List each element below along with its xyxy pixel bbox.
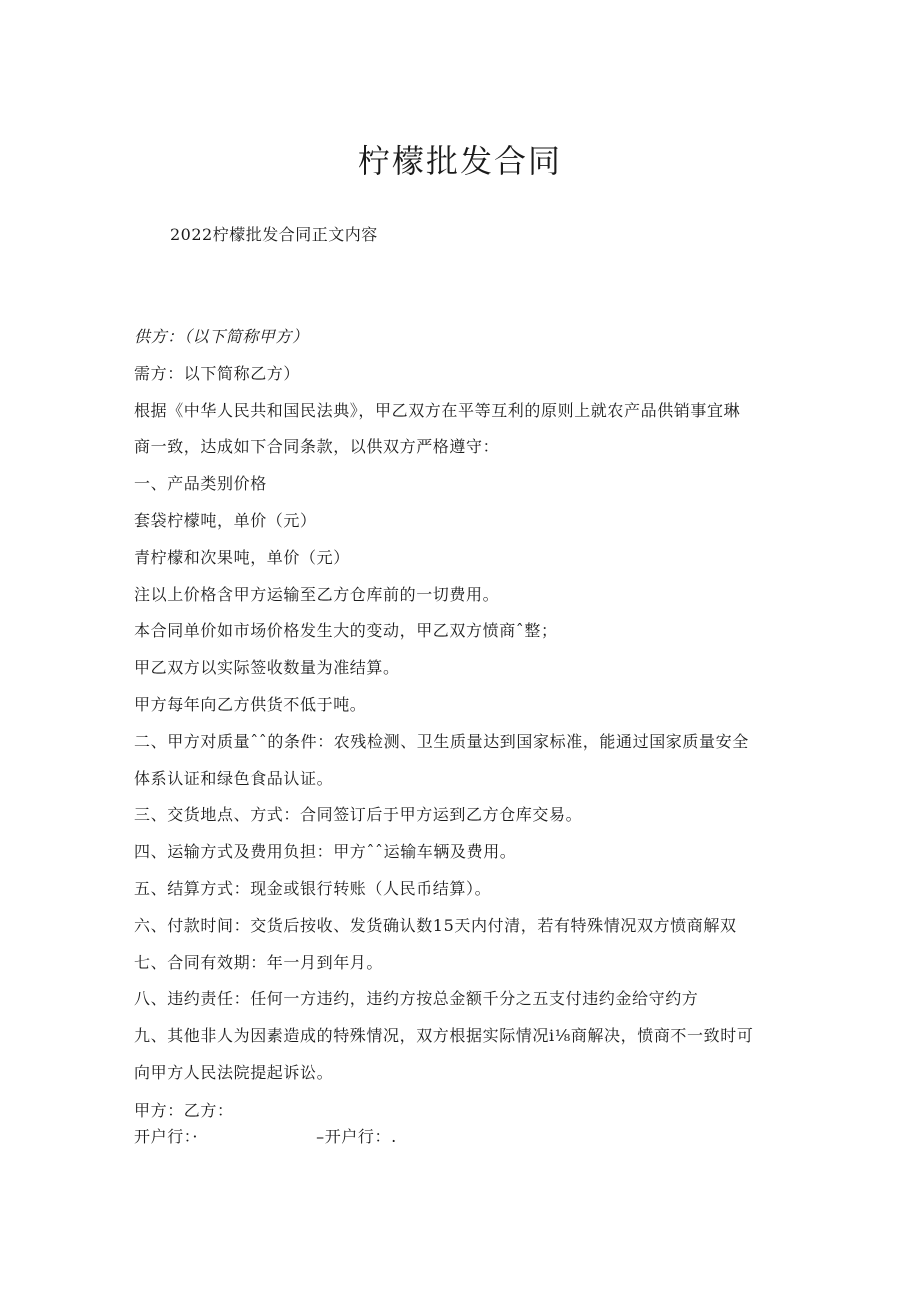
- clause-1-price-adjust: 本合同单价如市场价格发生大的变动，甲乙双方愤商ˆ整；: [134, 621, 558, 641]
- clause-7: 七、合同有效期：年一月到年月。: [134, 952, 384, 972]
- clause-8: 八、违约责任：任何一方违约，违约方按总金额千分之五支付违约金给守约方: [134, 989, 699, 1009]
- clause-9-line-2: 向甲方人民法院提起诉讼。: [134, 1062, 334, 1082]
- bank-right: –开户行：.: [316, 1127, 397, 1146]
- document-title: 柠檬批发合同: [357, 142, 562, 180]
- clause-1-item-bagged: 套袋柠檬吨，单价（元）: [134, 510, 317, 530]
- clause-5: 五、结算方式：现金或银行转账（人民币结算）。: [134, 878, 492, 898]
- clause-6: 六、付款时间：交货后按收、发货确认数15天内付清，若有特殊情况双方愤商解双: [134, 915, 737, 935]
- buyer-line: 需方：以下简称乙方）: [134, 363, 301, 383]
- preamble-line-1: 根据《中华人民共和国民法典》，甲乙双方在平等互利的原则上就农产品供销事宜琳: [134, 400, 741, 420]
- clause-4: 四、运输方式及费用负担：甲方ˆˆ运输车辆及费用。: [134, 842, 517, 862]
- supplier-line: 供方：（以下简称甲方）: [134, 327, 309, 346]
- clause-9-line-1: 九、其他非人为因素造成的特殊情况，双方根据实际情况i⅛商解决，愤商不一致时可: [134, 1026, 754, 1046]
- preamble-line-2: 商一致，达成如下合同条款，以供双方严格遵守：: [134, 437, 500, 457]
- clause-3: 三、交货地点、方式：合同签订后于甲方运到乙方仓库交易。: [134, 805, 583, 825]
- bank-left: 开户行：·: [134, 1127, 199, 1146]
- clause-2-line-2: 体系认证和绿色食品认证。: [134, 768, 334, 788]
- contract-body: [134, 323, 784, 1096]
- signature-bank-row: [134, 1124, 397, 1147]
- clause-1-note: 注以上价格含甲方运输至乙方仓库前的一切费用。: [134, 584, 500, 604]
- clause-1-heading: 一、产品类别价格: [134, 474, 267, 494]
- clause-2-line-1: 二、甲方对质量ˆˆ的条件：农残检测、卫生质量达到国家标准，能通过国家质量安全: [134, 731, 749, 751]
- clause-1-settlement: 甲乙双方以实际签收数量为准结算。: [134, 658, 400, 678]
- clause-1-min-supply: 甲方每年向乙方供货不低于吨。: [134, 694, 367, 714]
- signature-parties: 甲方：乙方：: [134, 1101, 234, 1120]
- clause-1-item-green: 青柠檬和次果吨，单价（元）: [134, 547, 350, 567]
- document-subtitle: 2022柠檬批发合同正文内容: [170, 225, 378, 244]
